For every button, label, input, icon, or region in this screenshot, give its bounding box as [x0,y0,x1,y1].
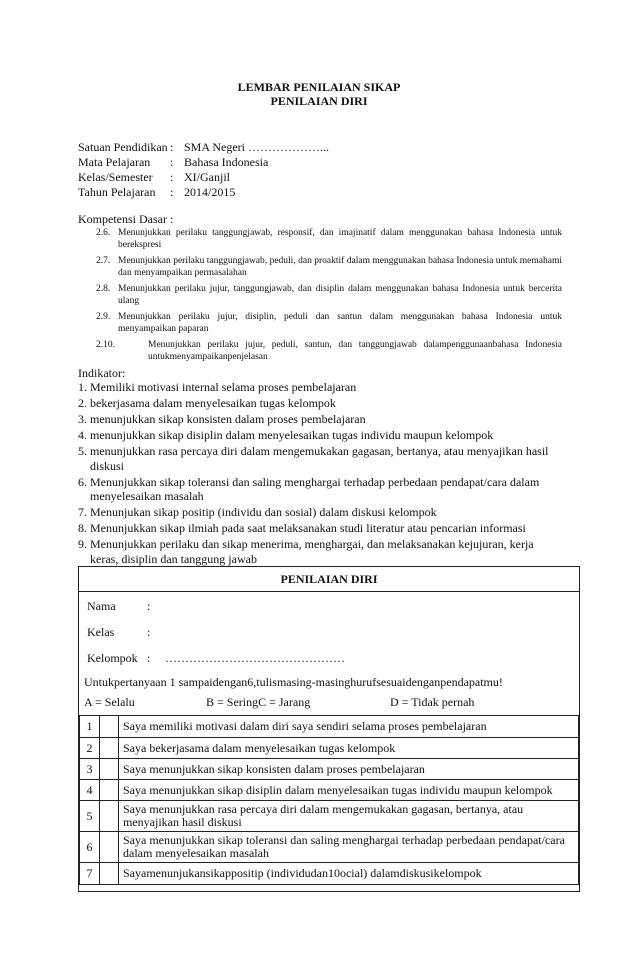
indikator-item [78,505,564,520]
form-title: PENILAIAN DIRI [79,567,579,592]
indikator-item [78,444,564,473]
statement-number: 4 [80,780,100,801]
table-row [80,801,579,832]
statement-text: Saya menunjukkan sikap toleransi dan saling menghargai terhadap perbedaan pendapat/cara dalam menyelesaikan masalah [119,832,579,863]
document-subtitle: PENILAIAN DIRI [270,94,368,108]
statement-number: 1 [80,716,100,738]
indikator-item [78,537,564,566]
indikator-number: 7. [78,505,87,519]
meta-row-tahun [78,185,329,200]
statement-text: Sayamenunjukansikappositip (individudan10ocial) dalamdiskusikelompok [119,863,579,885]
kompetensi-number: 2.7. [96,256,111,266]
document-title: LEMBAR PENILAIAN SIKAP [237,80,401,94]
legend-b-c: B = SeringC = Jarang [206,695,311,709]
answer-cell[interactable] [100,832,119,863]
indikator-text: menunjukkan rasa percaya diri dalam mengemukakan gagasan, bertanya, atau menyajikan hasil diskusi [90,444,549,473]
meta-sep: : [170,170,174,184]
kompetensi-number: 2.10. [96,340,115,350]
kompetensi-text: Menunjukkan perilaku jujur, peduli, santun, dan tanggungjawab dalampenggunaanbahasa Indonesia untukmenyampaikanpenjelasan [148,340,562,362]
indikator-item [78,380,564,395]
field-label: Nama [87,599,116,613]
field-label: Kelompok [87,651,138,665]
indikator-number: 5. [78,444,87,458]
kompetensi-text: Menunjukkan perilaku jujur, tanggungjawab, dan disiplin dalam menggunakan bahasa Indonesia untuk bercerita ulang [118,284,562,306]
meta-value: Bahasa Indonesia [184,155,269,169]
kompetensi-number: 2.9. [96,312,111,322]
statement-text: Saya menunjukkan sikap konsisten dalam proses pembelajaran [119,759,579,780]
field-value[interactable]: ……………………………………… [165,651,345,665]
field-sep: : [147,651,151,665]
field-kelompok[interactable] [87,651,345,666]
meta-key: Tahun Pelajaran [78,185,156,199]
field-label: Kelas [87,625,115,639]
self-assessment-form [78,566,580,892]
indikator-item [78,475,564,504]
meta-value: SMA Negeri ………………... [184,140,329,154]
indikator-number: 4. [78,428,87,442]
table-row [80,832,579,863]
statement-number: 7 [80,863,100,885]
indikator-item [78,412,564,427]
meta-sep: : [170,185,174,199]
table-row [80,738,579,759]
form-instruction: Untukpertanyaan 1 sampaidengan6,tulismasing-masinghurufsesuaidenganpendapatmu! [84,675,503,689]
statement-number: 3 [80,759,100,780]
kompetensi-item [96,339,562,363]
statement-text: Saya menunjukkan sikap disiplin dalam menyelesaikan tugas individu maupun kelompok [119,780,579,801]
indikator-text: menunjukkan sikap disiplin dalam menyelesaikan tugas individu maupun kelompok [90,428,494,442]
meta-sep: : [170,155,174,169]
kompetensi-list [96,227,562,367]
table-row [80,780,579,801]
indikator-text: Memiliki motivasi internal selama proses pembelajaran [90,380,357,394]
answer-cell[interactable] [100,759,119,780]
statement-number: 6 [80,832,100,863]
indikator-text: menunjukkan sikap konsisten dalam proses pembelajaran [90,412,366,426]
meta-sep: : [170,140,174,154]
field-nama[interactable] [87,599,165,614]
meta-value: XI/Ganjil [184,170,230,184]
meta-value: 2014/2015 [184,185,236,199]
meta-key: Mata Pelajaran [78,155,151,169]
indikator-heading: Indikator: [78,366,126,380]
kompetensi-number: 2.8. [96,284,111,294]
meta-key: Kelas/Semester [78,170,153,184]
indikator-number: 9. [78,537,87,551]
answer-cell[interactable] [100,716,119,738]
kompetensi-item [96,227,562,251]
indikator-text: Menunjukkan perilaku dan sikap menerima, menghargai, dan melaksanakan kejujuran, kerja keras, disiplin dan tanggung jawab [90,537,534,566]
indikator-item [78,521,564,536]
kompetensi-text: Menunjukkan perilaku jujur, disiplin, peduli dan santun dalam menggunakan bahasa Indonesia untuk menyampaikan paparan [118,312,562,334]
indikator-text: Menunjukan sikap positip (individu dan sosial) dalam diskusi kelompok [90,505,437,519]
field-sep: : [147,599,151,613]
field-sep: : [147,625,151,639]
meta-key: Satuan Pendidikan [78,140,168,154]
indikator-number: 1. [78,380,87,394]
indikator-number: 3. [78,412,87,426]
statement-number: 5 [80,801,100,832]
kompetensi-item [96,311,562,335]
table-row [80,716,579,738]
kompetensi-text: Menunjukkan perilaku tanggungjawab, peduli, dan proaktif dalam menggunakan bahasa Indonesia untuk memahami dan menyampaikan permasalahan [118,256,562,278]
identity-block [78,140,329,200]
kompetensi-item [96,255,562,279]
statement-text: Saya menunjukkan rasa percaya diri dalam mengemukakan gagasan, bertanya, atau menyajikan hasil diskusi [119,801,579,832]
meta-row-satuan [78,140,329,155]
table-row [80,863,579,885]
indikator-list [78,380,564,568]
answer-cell[interactable] [100,780,119,801]
answer-cell[interactable] [100,801,119,832]
kompetensi-text: Menunjukkan perilaku tanggungjawab, responsif, dan imajinatif dalam menggunakan bahasa Indonesia untuk berekspresi [118,228,562,250]
answer-cell[interactable] [100,863,119,885]
meta-row-mapel [78,155,329,170]
field-kelas[interactable] [87,625,165,640]
legend-a: A = Selalu [84,695,135,709]
statements-table [79,715,579,885]
indikator-text: bekerjasama dalam menyelesaikan tugas kelompok [90,396,336,410]
statement-number: 2 [80,738,100,759]
indikator-text: Menunjukkan sikap ilmiah pada saat melaksanakan studi literatur atau pencarian informasi [90,521,526,535]
indikator-number: 2. [78,396,87,410]
kompetensi-number: 2.6. [96,228,111,238]
indikator-number: 8. [78,521,87,535]
indikator-item [78,428,564,443]
indikator-item [78,396,564,411]
kompetensi-item [96,283,562,307]
answer-cell[interactable] [100,738,119,759]
indikator-number: 6. [78,474,87,489]
meta-row-kelas [78,170,329,185]
legend-d: D = Tidak pernah [390,695,475,709]
table-row [80,759,579,780]
indikator-text: Menunjukkan sikap toleransi dan saling menghargai terhadap perbedaan pendapat/cara dalam menyelesaikan masalah [90,474,540,503]
statement-text: Saya bekerjasama dalam menyelesaikan tugas kelompok [119,738,579,759]
kompetensi-heading: Kompetensi Dasar : [78,212,174,226]
statement-text: Saya memiliki motivasi dalam diri saya sendiri selama proses pembelajaran [119,716,579,738]
